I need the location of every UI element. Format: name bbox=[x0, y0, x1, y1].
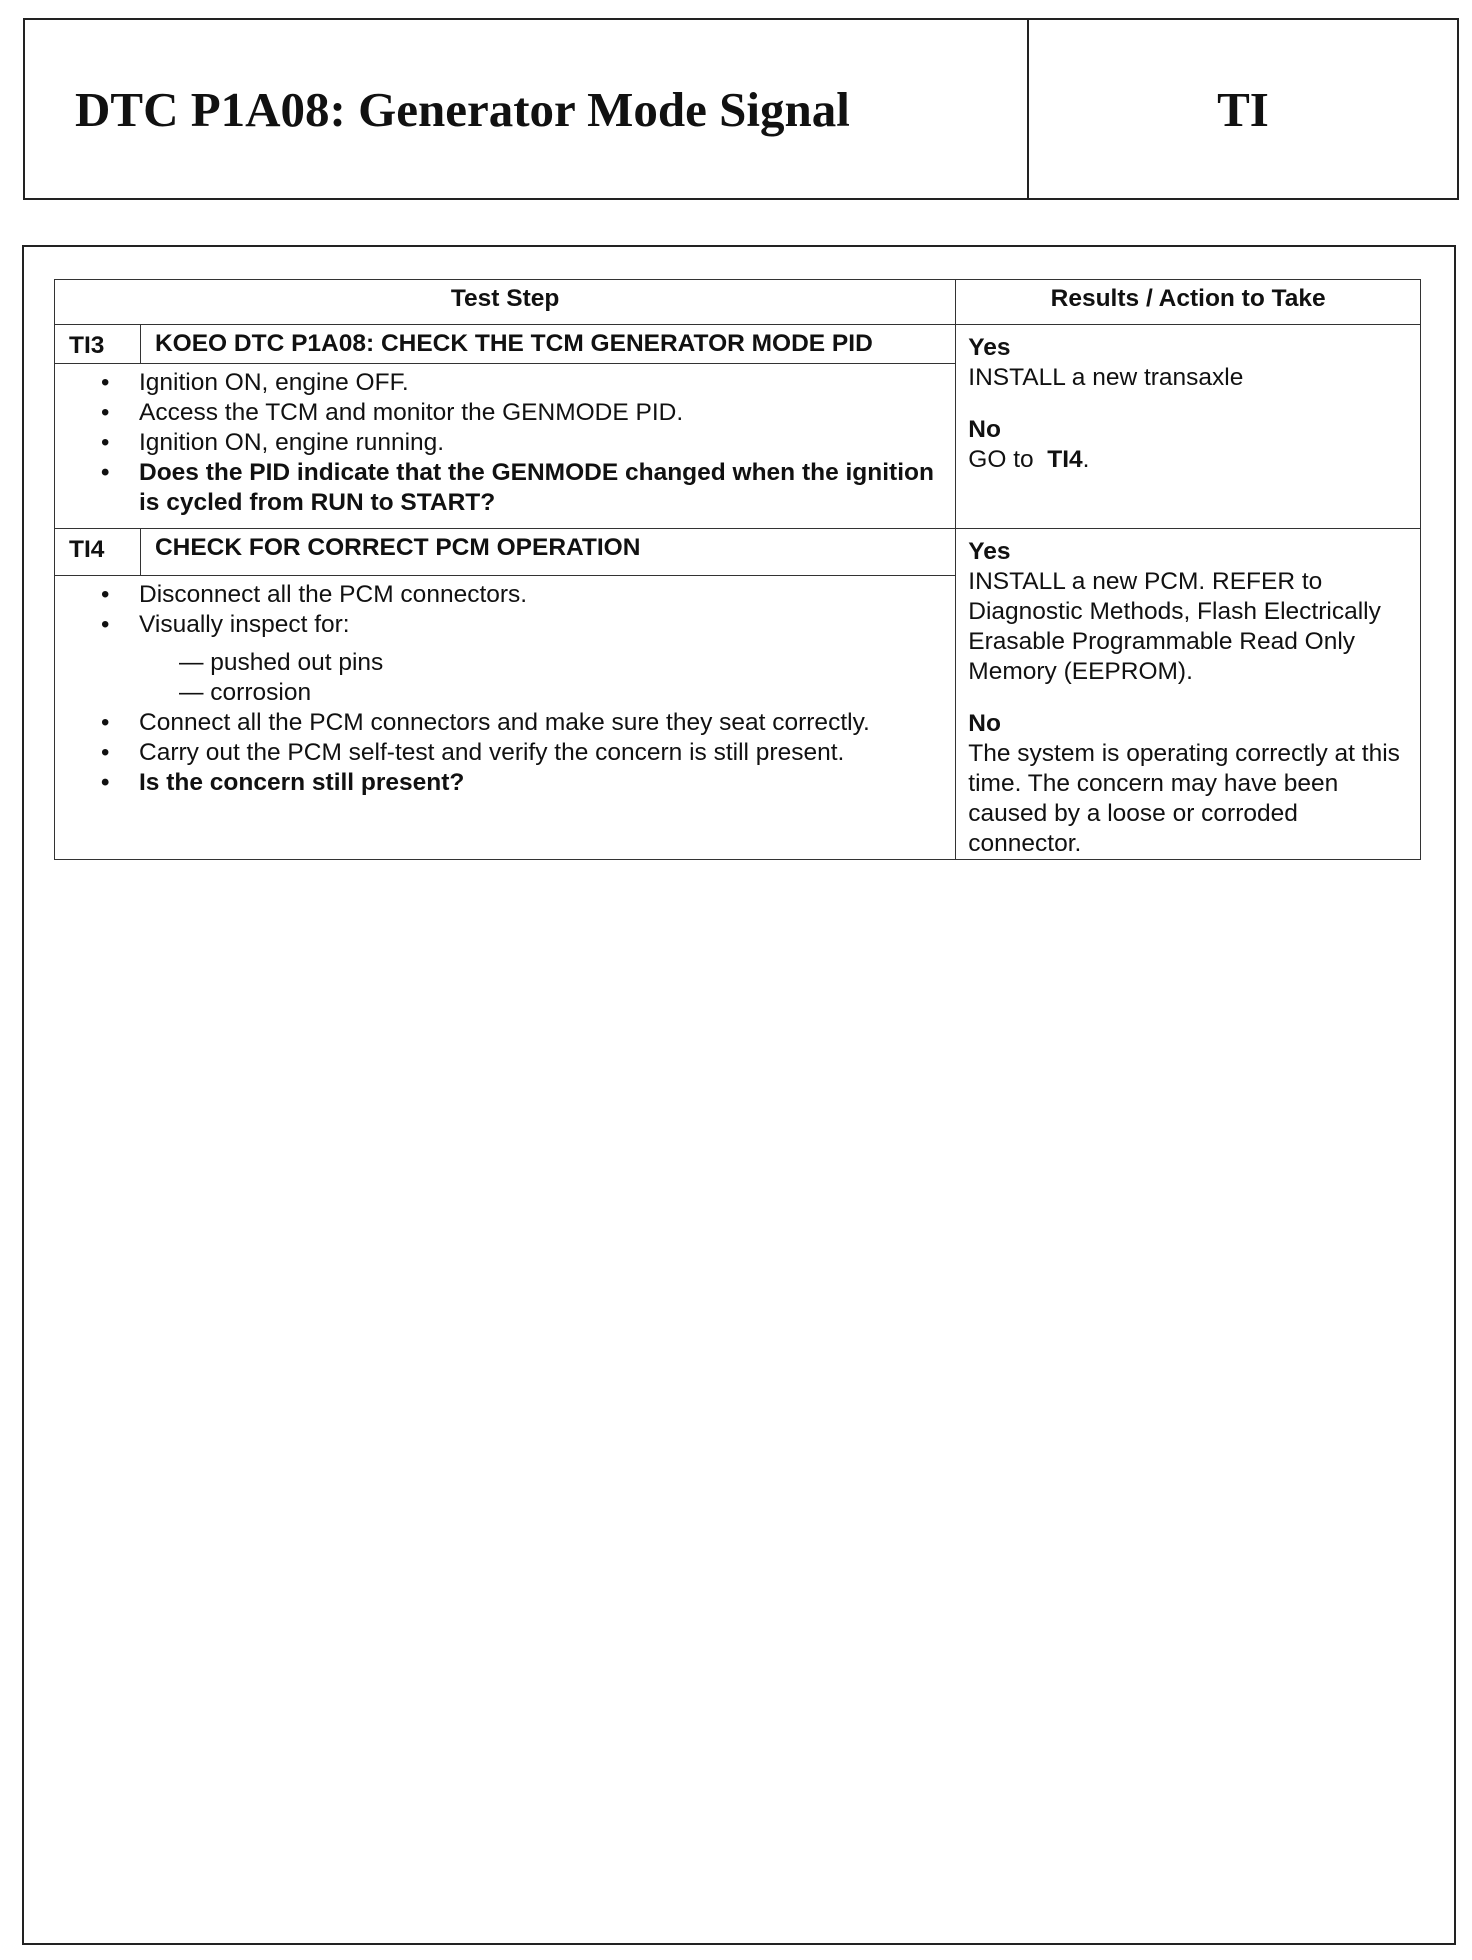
list-item bbox=[99, 610, 945, 708]
no-action: The system is operating correctly at this time. The concern may have been caused by a loose or corroded connector. bbox=[968, 740, 1400, 857]
yes-label: Yes bbox=[968, 334, 1011, 361]
test-step-table bbox=[54, 279, 1421, 860]
section-code: TI bbox=[1217, 81, 1269, 137]
list-item: • Carry out the PCM self-test and verify the concern is still present. bbox=[99, 738, 945, 768]
list-item: • Ignition ON, engine OFF. bbox=[99, 368, 945, 398]
yes-label: Yes bbox=[968, 538, 1011, 565]
step-id: TI4 bbox=[55, 529, 141, 576]
step-instructions bbox=[99, 368, 945, 518]
step-body bbox=[55, 364, 956, 529]
yes-action: INSTALL a new transaxle bbox=[968, 364, 1244, 391]
list-item: • Connect all the PCM connectors and make sure they seat correctly. bbox=[99, 708, 945, 738]
step-ti3-title-row bbox=[55, 325, 1421, 364]
step-ti3-results bbox=[956, 325, 1421, 529]
goto-step-link[interactable]: TI4 bbox=[1047, 446, 1083, 473]
list-item: • Disconnect all the PCM connectors. bbox=[99, 580, 945, 610]
goto-text: GO to bbox=[968, 446, 1034, 473]
list-item-text: Visually inspect for: bbox=[139, 611, 350, 639]
step-title: KOEO DTC P1A08: CHECK THE TCM GENERATOR MODE PID bbox=[140, 325, 955, 364]
no-label: No bbox=[968, 710, 1001, 737]
sub-list-item: — pushed out pins bbox=[179, 649, 384, 677]
step-ti4-results bbox=[956, 529, 1421, 860]
step-question: • Does the PID indicate that the GENMODE changed when the ignition is cycled from RUN to START? bbox=[99, 458, 945, 518]
list-item: • Ignition ON, engine running. bbox=[99, 428, 945, 458]
goto-punct: . bbox=[1082, 446, 1090, 473]
step-body bbox=[55, 576, 956, 860]
list-item: • Access the TCM and monitor the GENMODE PID. bbox=[99, 398, 945, 428]
step-title: CHECK FOR CORRECT PCM OPERATION bbox=[140, 529, 955, 576]
step-question: • Is the concern still present? bbox=[99, 768, 945, 798]
table-header-row bbox=[55, 280, 1421, 325]
step-ti4-title-row bbox=[55, 529, 1421, 576]
step-instructions bbox=[99, 580, 945, 798]
main-content-box bbox=[22, 245, 1456, 1945]
page-title: DTC P1A08: Generator Mode Signal bbox=[25, 20, 1029, 198]
no-label: No bbox=[968, 416, 1001, 443]
sub-list-item: — corrosion bbox=[179, 679, 312, 707]
column-header-results: Results / Action to Take bbox=[956, 280, 1421, 325]
yes-action: INSTALL a new PCM. REFER to Diagnostic Methods, Flash Electrically Erasable Programmable Read Only Memory (EEPROM). bbox=[968, 568, 1381, 685]
header-box bbox=[23, 18, 1459, 200]
no-action bbox=[968, 445, 1410, 475]
inspection-sublist bbox=[139, 648, 945, 708]
column-header-test-step: Test Step bbox=[55, 280, 956, 325]
step-id: TI3 bbox=[55, 325, 141, 364]
